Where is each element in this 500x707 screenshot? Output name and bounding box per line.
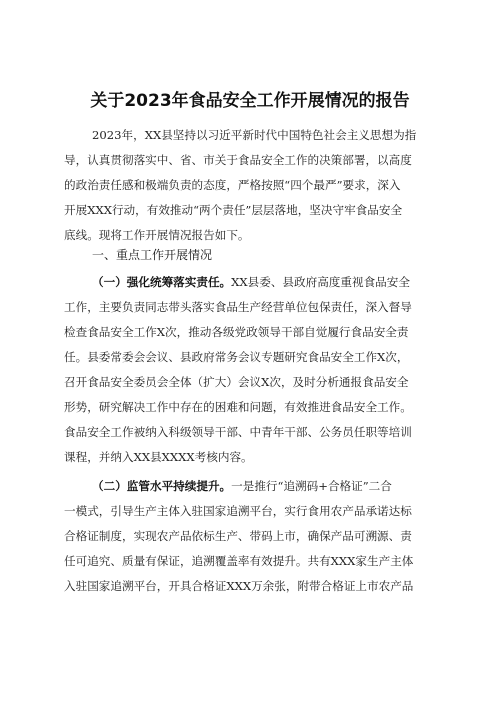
paragraph-line: 任可追究、质量有保证，追溯覆盖率有效提升。共有XXX家生产主体 [64,554,414,568]
intro-line: 导，认真贯彻落实中、省、市关于食品安全工作的决策部署，以高度 [64,153,412,167]
subsection-1-paragraph [64,270,442,470]
paragraph-line: 任。县委常委会会议、县政府常务会议专题研究食品安全工作X次， [64,350,409,364]
subsection-first-line [64,474,442,499]
paragraph-line: 入驻国家追溯平台，开具合格证XXX万余张，附带合格证上市农产品 [64,579,414,593]
subsection-heading: （二）监管水平持续提升。 [92,479,232,493]
intro-line: 2023年，XX县坚持以习近平新时代中国特色社会主义思想为指 [92,128,417,142]
intro-line: 开展XXX行动，有效推动“两个责任”层层落地，坚决守牢食品安全 [64,203,403,217]
paragraph-line: 召开食品安全委员会全体（扩大）会议X次，及时分析通报食品安全 [64,375,409,389]
section-heading: 一、重点工作开展情况 [92,248,213,262]
subsection-text: 一是推行“追溯码+合格证”二合 [231,479,392,493]
subsection-2-paragraph [64,474,442,599]
intro-line: 底线。现将工作开展情况报告如下。 [64,228,250,242]
subsection-first-line [64,270,442,295]
paragraph-line: 一模式，引导生产主体入驻国家追溯平台，实行食用农产品承诺达标 [64,504,412,518]
paragraph-line: 课程，并纳入XX县XXXX考核内容。 [64,450,253,464]
subsection-text: XX县委、县政府高度重视食品安全 [231,275,410,289]
paragraph-line: 合格证制度，实现农产品依标生产、带码上市，确保产品可溯源、责 [64,529,412,543]
paragraph-line: 食品安全工作被纳入科级领导干部、中青年干部、公务员任职等培训 [64,425,412,439]
paragraph-line: 检查食品安全工作X次，推动各级党政领导干部自觉履行食品安全责 [64,325,409,339]
paragraph-line: 工作，主要负责同志带头落实食品生产经营单位包保责任，深入督导 [64,300,412,314]
document-title: 关于2023年食品安全工作开展情况的报告 [90,91,410,111]
paragraph-line: 形势，研究解决工作中存在的困难和问题，有效推进食品安全工作。 [64,400,412,414]
section-1 [64,243,442,268]
subsection-heading: （一）强化统筹落实责任。 [92,275,232,289]
intro-paragraph [64,123,442,248]
intro-line: 的政治责任感和极端负责的态度，严格按照“四个最严”要求，深入 [64,178,401,192]
